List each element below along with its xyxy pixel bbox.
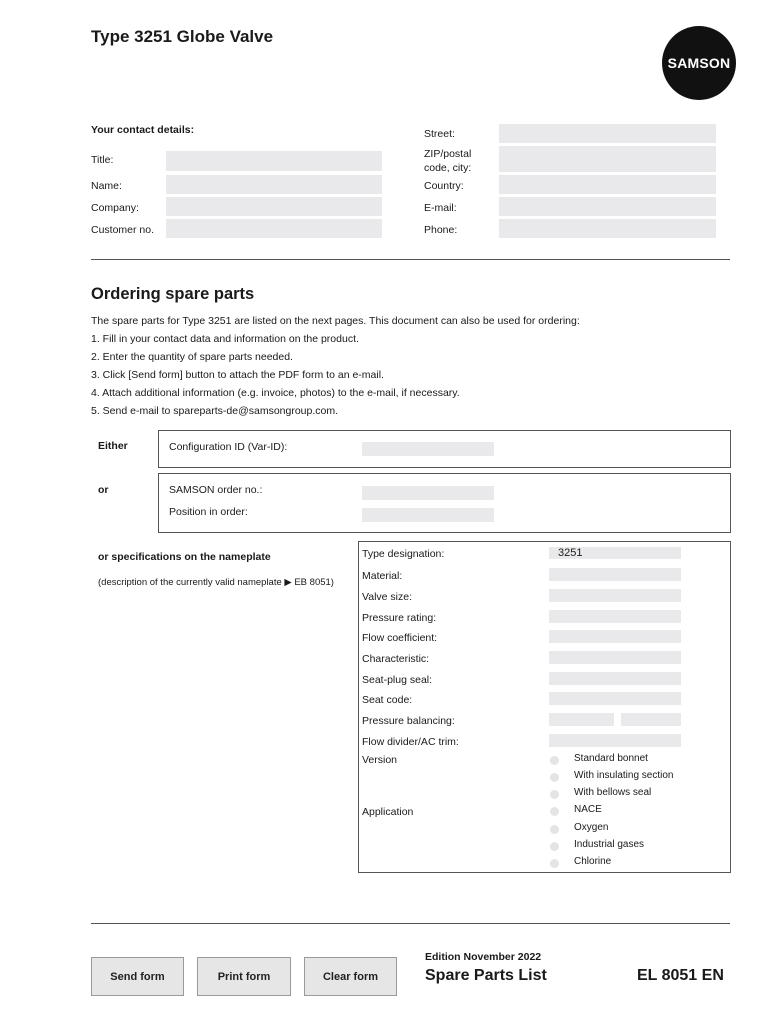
application-radio[interactable] <box>550 859 559 868</box>
characteristic-label: Characteristic: <box>362 653 430 665</box>
clear-form-button[interactable]: Clear form <box>304 957 397 996</box>
order-no-box <box>158 473 731 533</box>
config-id-field[interactable] <box>362 442 494 456</box>
street-label: Street: <box>424 128 455 140</box>
nameplate-desc: (description of the currently valid nameplate ▶ EB 8051) <box>98 577 334 588</box>
config-id-label: Configuration ID (Var-ID): <box>169 441 288 453</box>
pressure-balancing-field-b[interactable] <box>621 713 681 726</box>
application-radio[interactable] <box>550 842 559 851</box>
ordering-instructions <box>91 312 731 420</box>
seat-plug-seal-label: Seat-plug seal: <box>362 674 433 686</box>
divider-top <box>91 259 730 260</box>
zip-city-field[interactable] <box>499 146 716 172</box>
version-option-label: Standard bonnet <box>574 753 648 764</box>
title-field[interactable] <box>166 151 382 171</box>
pressure-balancing-label: Pressure balancing: <box>362 715 455 727</box>
customer-no-field[interactable] <box>166 219 382 238</box>
email-label: E-mail: <box>424 202 457 214</box>
company-label: Company: <box>91 202 139 214</box>
version-radio[interactable] <box>550 790 559 799</box>
email-field[interactable] <box>499 197 716 216</box>
order-no-label: SAMSON order no.: <box>169 484 263 496</box>
application-option-label: NACE <box>574 804 602 815</box>
ordering-step: 2. Enter the quantity of spare parts needed. <box>91 351 293 363</box>
type-designation-field[interactable]: 3251 <box>549 547 681 559</box>
name-field[interactable] <box>166 175 382 194</box>
ordering-heading: Ordering spare parts <box>91 285 255 303</box>
characteristic-field[interactable] <box>549 651 681 664</box>
ordering-step: 3. Click [Send form] button to attach the PDF form to an e-mail. <box>91 369 384 381</box>
application-option-label: Chlorine <box>574 856 612 867</box>
application-label: Application <box>362 806 414 818</box>
version-radio[interactable] <box>550 773 559 782</box>
version-option-label: With bellows seal <box>574 787 652 798</box>
application-option-label: Industrial gases <box>574 839 645 850</box>
nameplate-label: or specifications on the nameplate <box>98 551 271 563</box>
flow-coefficient-field[interactable] <box>549 630 681 643</box>
pressure-rating-label: Pressure rating: <box>362 612 437 624</box>
document-title: Type 3251 Globe Valve <box>91 27 274 46</box>
order-no-field[interactable] <box>362 486 494 500</box>
doc-code: EL 8051 EN <box>637 967 724 984</box>
contact-heading: Your contact details: <box>91 124 195 136</box>
type-designation-label: Type designation: <box>362 548 445 560</box>
country-field[interactable] <box>499 175 716 194</box>
phone-field[interactable] <box>499 219 716 238</box>
ordering-intro: The spare parts for Type 3251 are listed on the next pages. This document can also be used for ordering: <box>91 315 580 327</box>
send-form-button[interactable]: Send form <box>91 957 184 996</box>
seat-plug-seal-field[interactable] <box>549 672 681 685</box>
ordering-step: 5. Send e-mail to spareparts-de@samsongroup.com. <box>91 405 339 417</box>
version-radio[interactable] <box>550 756 559 765</box>
company-field[interactable] <box>166 197 382 216</box>
flow-divider-field[interactable] <box>549 734 681 747</box>
or-label: or <box>98 484 109 496</box>
version-option-label: With insulating section <box>574 770 674 781</box>
position-field[interactable] <box>362 508 494 522</box>
valve-size-label: Valve size: <box>362 591 412 603</box>
position-label: Position in order: <box>169 506 248 518</box>
doc-title: Spare Parts List <box>425 967 547 984</box>
application-radio[interactable] <box>550 825 559 834</box>
flow-coefficient-label: Flow coefficient: <box>362 632 438 644</box>
name-label: Name: <box>91 180 122 192</box>
ordering-step: 4. Attach additional information (e.g. invoice, photos) to the e-mail, if necessary. <box>91 387 460 399</box>
pressure-rating-field[interactable] <box>549 610 681 623</box>
country-label: Country: <box>424 180 464 192</box>
title-label: Title: <box>91 154 114 166</box>
print-form-button[interactable]: Print form <box>197 957 291 996</box>
seat-code-field[interactable] <box>549 692 681 705</box>
phone-label: Phone: <box>424 224 458 236</box>
valve-size-field[interactable] <box>549 589 681 602</box>
seat-code-label: Seat code: <box>362 694 413 706</box>
flow-divider-label: Flow divider/AC trim: <box>362 736 459 748</box>
application-radio[interactable] <box>550 807 559 816</box>
ordering-step: 1. Fill in your contact data and information on the product. <box>91 333 359 345</box>
samson-logo: SAMSON <box>662 26 736 100</box>
material-label: Material: <box>362 570 403 582</box>
material-field[interactable] <box>549 568 681 581</box>
pressure-balancing-field-a[interactable] <box>549 713 614 726</box>
either-label: Either <box>98 440 128 452</box>
divider-bottom <box>91 923 730 924</box>
version-label: Version <box>362 754 398 766</box>
edition-text: Edition November 2022 <box>425 951 542 963</box>
application-option-label: Oxygen <box>574 822 609 833</box>
zip-city-label: ZIP/postal code, city: <box>424 148 472 174</box>
customer-no-label: Customer no. <box>91 224 155 236</box>
street-field[interactable] <box>499 124 716 143</box>
